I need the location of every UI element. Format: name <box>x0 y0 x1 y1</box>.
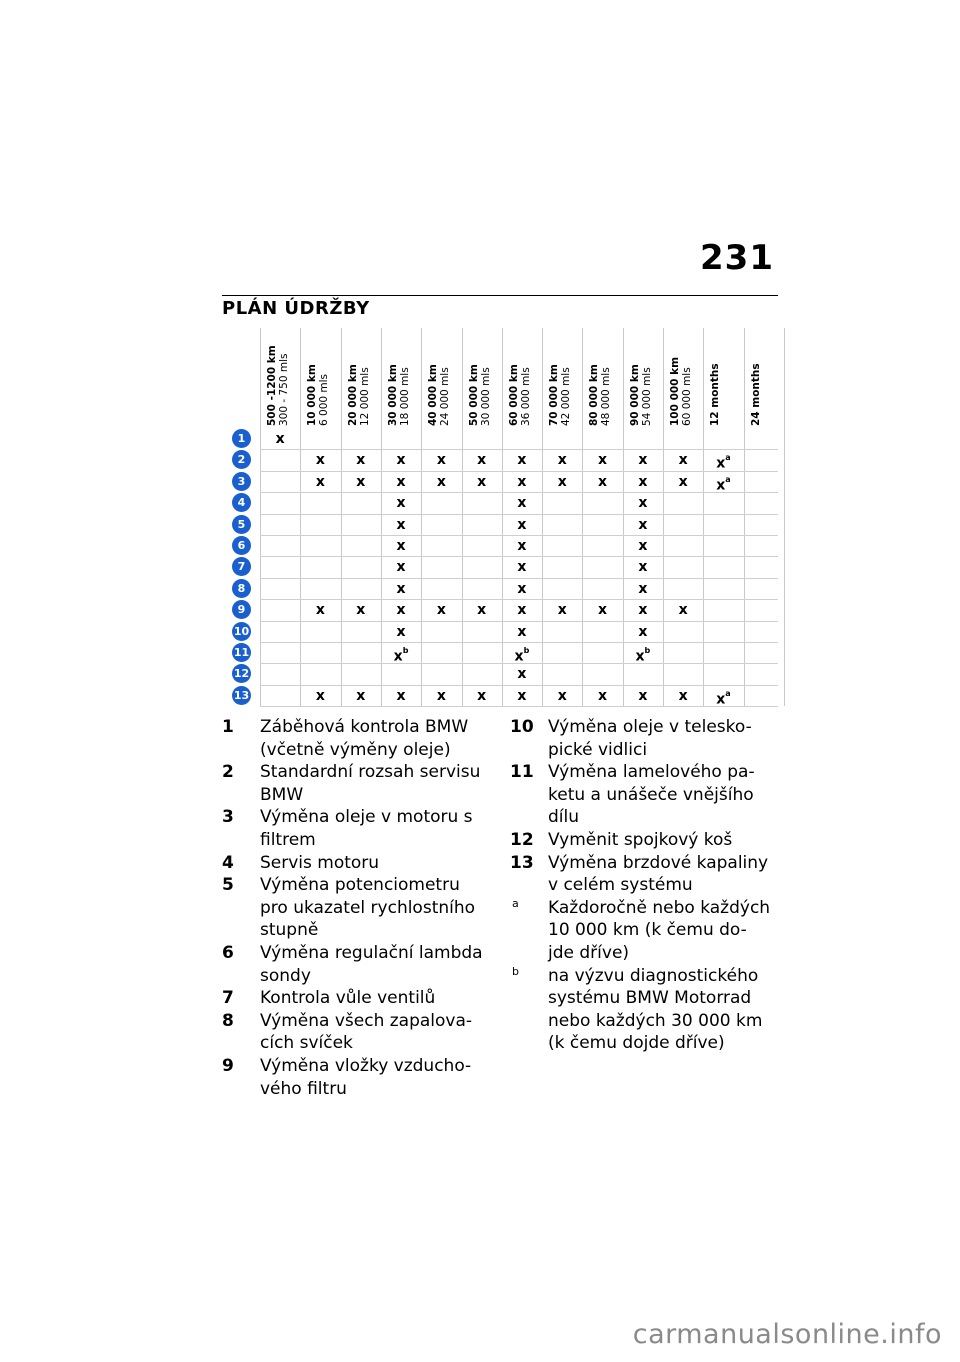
service-mark: x <box>396 452 406 469</box>
legend-number: 10 <box>510 717 534 737</box>
legend-number: 7 <box>222 988 234 1009</box>
service-mark-footnote: b <box>402 646 409 655</box>
service-mark: x <box>557 687 567 704</box>
legend-number: 3 <box>222 807 234 828</box>
service-mark: x <box>678 687 688 704</box>
service-mark: x <box>517 452 527 469</box>
legend-text: Výměna vložky vzducho-vého filtru <box>260 1055 472 1099</box>
column-header-km: 50 000 km <box>467 364 480 426</box>
column-header-km: 30 000 km <box>386 364 399 426</box>
column-header-mls: 42 000 mls <box>560 367 573 426</box>
row-number-badge: 12 <box>232 664 251 683</box>
column-header <box>627 328 667 428</box>
service-mark: x <box>436 473 446 490</box>
service-mark: x <box>517 623 527 640</box>
service-mark: x <box>517 559 527 576</box>
grid-hline <box>260 621 778 622</box>
service-mark: $x^a$ <box>716 453 731 473</box>
legend-item <box>510 897 772 965</box>
legend-item <box>222 987 484 1010</box>
legend-number: b <box>512 964 519 978</box>
service-mark: x <box>638 516 648 533</box>
column-header <box>506 328 546 428</box>
service-mark: x <box>436 452 446 469</box>
column-header <box>345 328 385 428</box>
service-mark: x <box>598 473 608 490</box>
row-number-badge: 3 <box>232 472 251 491</box>
legend-number: a <box>512 896 519 910</box>
legend-text: Vyměnit spojkový koš <box>548 829 733 850</box>
legend-item <box>222 874 484 942</box>
service-mark: x <box>315 602 325 619</box>
column-header <box>385 328 425 428</box>
service-mark-footnote: a <box>725 453 731 463</box>
grid-hline <box>260 685 778 686</box>
service-mark: x <box>557 452 567 469</box>
column-header-km: 40 000 km <box>427 364 440 426</box>
column-header-km: 20 000 km <box>346 364 359 426</box>
service-mark: $x^b$ <box>393 646 409 665</box>
row-number-badge: 13 <box>232 686 251 705</box>
service-mark: x <box>598 452 608 469</box>
column-header-km: 70 000 km <box>548 364 561 426</box>
service-mark-footnote: b <box>523 646 530 655</box>
row-number-badge: 1 <box>232 429 251 448</box>
column-header <box>707 328 747 428</box>
legend-text: Výměna oleje v telesko-pické vidlici <box>548 717 752 760</box>
legend-item <box>222 1055 484 1100</box>
column-header-mls: 6 000 mls <box>318 373 331 426</box>
column-header-km: 12 months <box>709 363 722 426</box>
row-number-badge: 6 <box>232 536 251 555</box>
service-mark: x <box>678 602 688 619</box>
legend-text: Výměna brzdové kapaliny v celém systému <box>548 852 769 896</box>
column-header-mls: 12 000 mls <box>358 367 371 426</box>
legend-right-column <box>510 716 772 1055</box>
legend-number: 5 <box>222 875 234 896</box>
legend-text: Výměna oleje v motoru s filtrem <box>260 807 473 850</box>
row-number-badge: 4 <box>232 493 251 512</box>
service-mark: x <box>517 516 527 533</box>
grid-hline <box>260 706 778 707</box>
column-header-mls: 48 000 mls <box>600 367 613 426</box>
service-mark: x <box>396 580 406 597</box>
service-mark: x <box>477 687 487 704</box>
service-mark: x <box>638 580 648 597</box>
column-header-mls: 30 000 mls <box>479 367 492 426</box>
service-mark: x <box>396 602 406 619</box>
grid-hline <box>260 471 778 472</box>
legend-number: 4 <box>222 852 234 873</box>
service-mark: x <box>396 538 406 554</box>
row-number-badge: 10 <box>232 622 251 641</box>
grid-hline <box>260 556 778 557</box>
service-mark: x <box>396 473 406 490</box>
maintenance-schedule-table <box>222 328 778 706</box>
legend-item <box>510 829 772 852</box>
page-number: 231 <box>700 238 774 278</box>
service-mark: $x^a$ <box>716 688 731 708</box>
legend-item <box>510 716 772 761</box>
grid-vline <box>260 328 261 706</box>
grid-hline <box>260 514 778 515</box>
service-mark: x <box>638 623 648 640</box>
legend-number: 11 <box>510 762 534 783</box>
column-header <box>586 328 626 428</box>
legend-text: Servis motoru <box>260 852 380 873</box>
service-mark: x <box>396 559 406 576</box>
service-mark: x <box>477 602 487 619</box>
service-mark-footnote: b <box>644 646 651 655</box>
column-header-km: 500 -1200 km <box>266 345 278 426</box>
service-mark-footnote: a <box>725 474 731 484</box>
column-header-km: 90 000 km <box>628 364 641 426</box>
service-mark: $x^b$ <box>635 646 651 665</box>
column-header-mls: 24 000 mls <box>439 367 452 426</box>
column-header-mls: 18 000 mls <box>398 367 411 426</box>
column-header-mls: 36 000 mls <box>519 367 532 426</box>
service-mark: x <box>638 473 648 490</box>
legend-number: 8 <box>222 1010 234 1031</box>
grid-hline <box>260 599 778 600</box>
legend-number: 13 <box>510 852 534 873</box>
service-mark: x <box>517 495 527 512</box>
service-mark: x <box>598 602 608 619</box>
legend-number: 2 <box>222 762 234 783</box>
service-mark: x <box>396 623 406 640</box>
legend-text: Výměna lamelového pa-ketu a unášeče vnějšího dílu <box>548 762 755 828</box>
column-header-km: 24 months <box>749 363 762 426</box>
legend-text: Standardní rozsah servisu BMW <box>260 762 481 805</box>
service-mark: x <box>315 687 325 704</box>
legend-item <box>510 852 772 897</box>
service-mark: x <box>517 538 527 554</box>
grid-hline <box>260 492 778 493</box>
service-mark: x <box>517 666 527 683</box>
service-mark: $x^b$ <box>514 646 530 665</box>
service-mark: x <box>638 602 648 619</box>
legend-text: Výměna všech zapalova-cích svíček <box>260 1010 473 1054</box>
column-header <box>304 328 344 428</box>
service-mark: x <box>356 687 366 704</box>
service-mark: x <box>638 559 648 576</box>
column-header <box>667 328 707 428</box>
watermark: carmanualsonline.info <box>632 1319 942 1350</box>
grid-hline <box>260 642 778 643</box>
service-mark: x <box>396 495 406 512</box>
column-header <box>546 328 586 428</box>
service-mark: x <box>678 473 688 490</box>
legend-number: 6 <box>222 942 234 963</box>
legend-number: 12 <box>510 829 534 850</box>
service-mark: x <box>678 452 688 469</box>
service-mark: x <box>638 538 648 554</box>
grid-hline <box>260 449 778 450</box>
legend-text: Záběhová kontrola BMW (včetně výměny oleje) <box>260 717 469 760</box>
column-header <box>425 328 465 428</box>
column-header <box>466 328 506 428</box>
column-header <box>748 328 788 428</box>
grid-hline <box>260 535 778 536</box>
legend-text: na výzvu diagnostického systému BMW Motorrad nebo každých 30 000 km (k čemu dojde dříve) <box>548 965 763 1054</box>
column-header-km: 100 000 km <box>669 356 681 426</box>
header-rule <box>222 295 778 296</box>
column-header-km: 10 000 km <box>306 364 319 426</box>
service-mark: x <box>517 580 527 597</box>
grid-hline <box>260 578 778 579</box>
legend-number: 9 <box>222 1055 234 1076</box>
legend-item <box>510 761 772 829</box>
column-header-mls: 54 000 mls <box>640 367 653 426</box>
service-mark: x <box>557 473 567 490</box>
service-mark: x <box>638 687 648 704</box>
service-mark: x <box>356 452 366 469</box>
service-mark: x <box>356 602 366 619</box>
column-header-km: 60 000 km <box>507 364 520 426</box>
row-number-badge: 9 <box>232 600 251 619</box>
legend-text: Výměna regulační lambda sondy <box>260 942 483 986</box>
service-mark: x <box>517 687 527 704</box>
legend-left-column <box>222 716 484 1100</box>
service-mark: x <box>557 602 567 619</box>
service-mark: x <box>598 687 608 704</box>
service-mark-footnote: a <box>725 688 731 698</box>
service-mark: x <box>275 431 285 447</box>
legend-item <box>222 761 484 806</box>
service-mark: x <box>638 495 648 512</box>
service-mark: x <box>517 602 527 619</box>
legend-item <box>222 806 484 851</box>
legend-item <box>222 942 484 987</box>
column-header-mls: 300 - 750 mls <box>278 353 290 426</box>
service-mark: x <box>477 473 487 490</box>
service-mark: x <box>436 687 446 704</box>
legend-item <box>222 1010 484 1055</box>
service-mark: x <box>315 452 325 469</box>
legend-item <box>222 716 484 761</box>
service-mark: x <box>638 452 648 469</box>
column-header-km: 80 000 km <box>588 364 601 426</box>
row-number-badge: 7 <box>232 557 251 576</box>
legend-text: Každoročně nebo každých 10 000 km (k čemu do-jde dříve) <box>548 897 771 963</box>
service-mark: x <box>396 516 406 533</box>
legend-number: 1 <box>222 717 234 737</box>
column-header-mls: 60 000 mls <box>681 367 693 426</box>
service-mark: x <box>315 473 325 490</box>
service-mark: x <box>517 473 527 490</box>
legend-item <box>510 965 772 1055</box>
service-mark: x <box>396 687 406 704</box>
service-mark: $x^a$ <box>716 474 731 494</box>
service-mark: x <box>436 602 446 619</box>
section-title: PLÁN ÚDRŽBY <box>222 298 370 319</box>
legend-item <box>222 852 484 875</box>
column-header <box>264 328 304 428</box>
row-number-badge: 8 <box>232 579 251 598</box>
legend-text: Výměna potenciometru pro ukazatel rychlostního stupně <box>260 875 476 941</box>
row-number-badge: 5 <box>232 515 251 534</box>
service-mark: x <box>477 452 487 469</box>
row-number-badge: 2 <box>232 450 251 469</box>
row-number-badge: 11 <box>232 643 251 662</box>
legend-text: Kontrola vůle ventilů <box>260 988 436 1009</box>
service-mark: x <box>356 473 366 490</box>
